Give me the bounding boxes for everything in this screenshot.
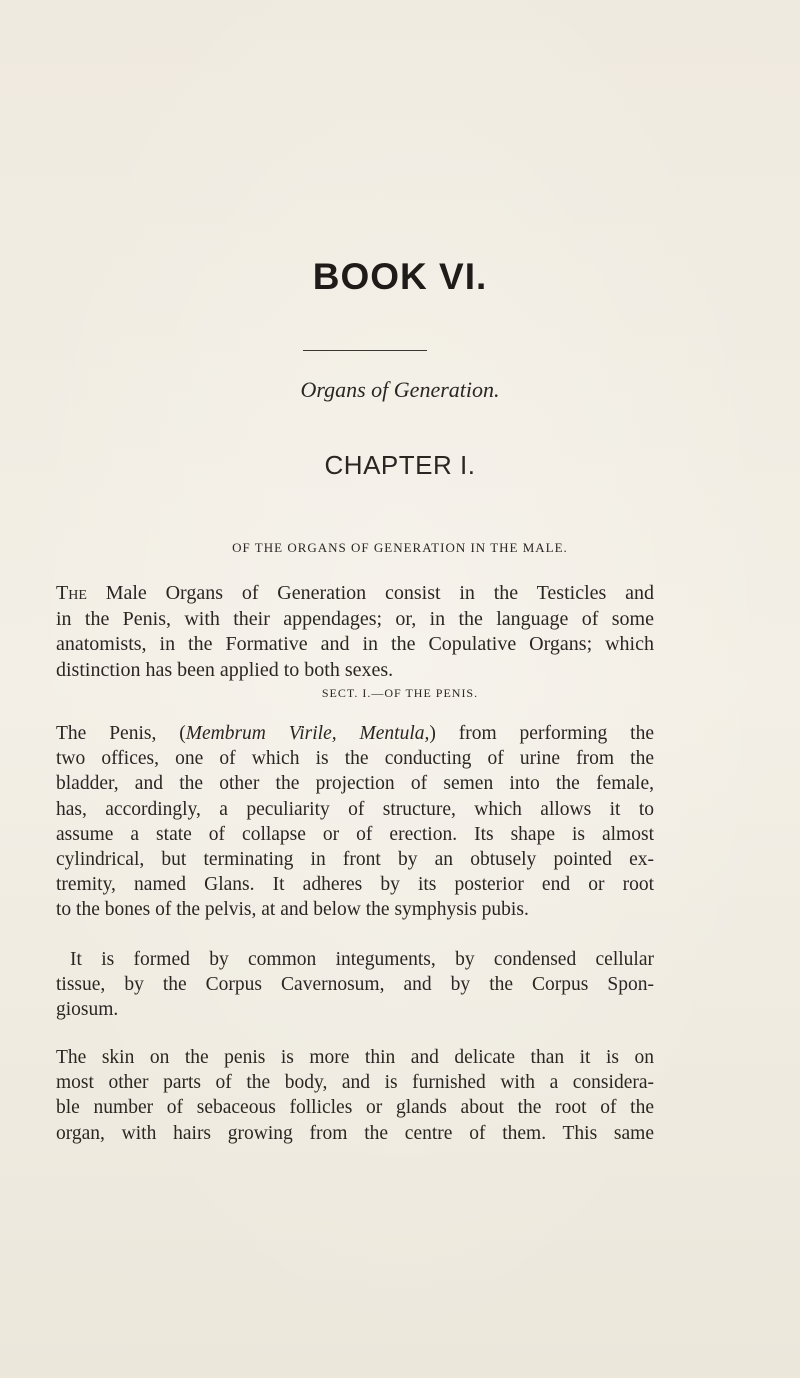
paragraph-line: anatomists, in the Formative and in the Copulative Organs; which	[56, 633, 654, 656]
paragraph-line: distinction has been applied to both sexes.	[56, 658, 394, 681]
section-heading: SECT. I.—OF THE PENIS.	[321, 686, 479, 700]
chapter-heading: OF THE ORGANS OF GENERATION IN THE MALE.	[232, 540, 568, 555]
paragraph-line: to the bones of the pelvis, at and below the symphysis pubis.	[56, 899, 529, 921]
book-subtitle: Organs of Generation.	[300, 377, 500, 402]
paragraph-line: organ, with hairs growing from the centre of them. This same	[56, 1122, 654, 1144]
paragraph-text: ) from performing the	[429, 723, 654, 744]
paragraph-line: two offices, one of which is the conducting of urine from the	[56, 748, 654, 770]
paragraph-line: assume a state of collapse or of erection. Its shape is almost	[56, 823, 654, 845]
paragraph-line: It is formed by common integuments, by condensed cellular	[70, 949, 654, 970]
paragraph-line: in the Penis, with their appendages; or, in the language of some	[56, 607, 654, 630]
paragraph-line	[56, 581, 654, 607]
title-divider	[303, 350, 427, 351]
paragraph-skin	[56, 1045, 654, 1146]
paragraph-line: ble number of sebaceous follicles or glands about the root of the	[56, 1097, 654, 1119]
paragraph-line: giosum.	[56, 999, 119, 1021]
paragraph-line: most other parts of the body, and is furnished with a considera-	[56, 1072, 654, 1094]
paragraph-text: Male Organs of Generation consist in the Testicles and	[86, 582, 654, 604]
paragraph-line: has, accordingly, a peculiarity of structure, which allows it to	[56, 798, 654, 820]
paragraph-penis-structure	[56, 947, 654, 1023]
chapter-title: CHAPTER I.	[324, 450, 476, 480]
paragraph-male-organs	[56, 581, 654, 683]
paragraph-line: bladder, and the other the projection of semen into the female,	[56, 773, 654, 795]
latin-names: Membrum Virile, Mentula,	[185, 723, 430, 744]
paragraph-line: tremity, named Glans. It adheres by its posterior end or root	[56, 874, 654, 896]
paragraph-line: The skin on the penis is more thin and delicate than it is on	[56, 1047, 654, 1068]
book-title: BOOK VI.	[312, 256, 488, 297]
paragraph-lead-word: The	[56, 582, 87, 604]
paragraph-line: tissue, by the Corpus Cavernosum, and by the Corpus Spon-	[56, 974, 654, 996]
paragraph-line	[56, 721, 654, 746]
paragraph-penis-description	[56, 721, 654, 923]
paragraph-text: The Penis, (	[56, 723, 186, 744]
paragraph-line: cylindrical, but terminating in front by an obtusely pointed ex-	[56, 849, 654, 871]
